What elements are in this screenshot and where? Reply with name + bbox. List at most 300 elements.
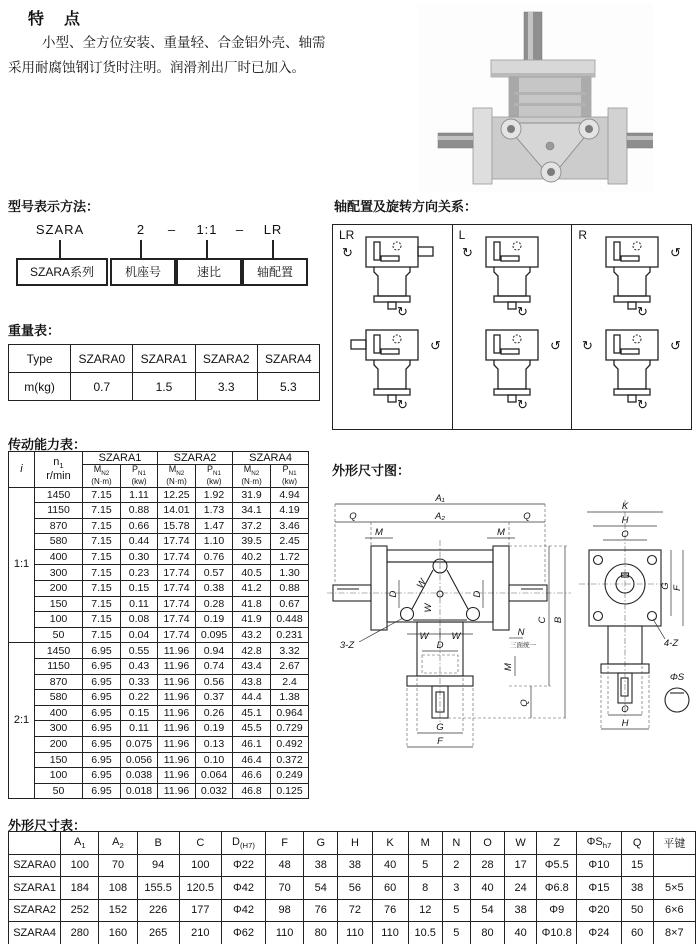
dims-header-cell: $D_{(H7)}$ [221, 832, 265, 855]
capacity-cell: 1.11 [121, 487, 158, 503]
capacity-cell: 17.74 [158, 627, 196, 643]
capacity-header-i: i [9, 452, 35, 488]
dims-cell: 5 [408, 854, 442, 877]
dims-cell: 210 [179, 922, 221, 944]
capacity-cell: 0.056 [121, 752, 158, 768]
capacity-header-n1 [35, 452, 83, 488]
connector-line [140, 240, 142, 258]
capacity-cell: 0.13 [196, 737, 233, 753]
capacity-row [9, 612, 309, 628]
model-box-axis: 轴配置 [242, 258, 308, 286]
capacity-cell: 11.96 [158, 643, 196, 659]
capacity-body [9, 487, 309, 799]
dims-cell: 160 [99, 922, 137, 944]
dims-cell: Φ20 [577, 899, 621, 922]
capacity-row [9, 690, 309, 706]
dims-cell: Φ24 [577, 922, 621, 944]
dims-header-row [9, 832, 696, 855]
dims-cell: 56 [338, 877, 372, 900]
capacity-cell: 7.15 [83, 503, 121, 519]
dim-label-b: B [553, 616, 564, 624]
capacity-cell: 0.075 [121, 737, 158, 753]
capacity-cell: 7.15 [83, 627, 121, 643]
capacity-cell: 6.95 [83, 643, 121, 659]
model-series-code: SZARA [35, 222, 85, 237]
capacity-group-szara4: SZARA4 [233, 452, 309, 465]
svg-text:↺: ↺ [669, 338, 681, 353]
drawing-note: 三面统一 [510, 642, 536, 649]
capacity-cell: 1.47 [196, 518, 233, 534]
dims-cell: 15 [621, 854, 653, 877]
capacity-cell: 0.448 [271, 612, 309, 628]
dims-header-cell: H [338, 832, 372, 855]
dims-row [9, 899, 696, 922]
svg-text:↻: ↻ [462, 245, 473, 260]
dims-row-label: SZARA0 [9, 854, 61, 877]
dims-cell: 50 [621, 899, 653, 922]
weight-row-label: m(kg) [9, 373, 71, 401]
dims-title: 外形尺寸表： [8, 818, 87, 833]
capacity-cell: 4.19 [271, 503, 309, 519]
capacity-cell: 0.67 [271, 596, 309, 612]
capacity-cell: 43.2 [233, 627, 271, 643]
dim-label-q: Q [523, 511, 531, 522]
capacity-cell: 6.95 [83, 752, 121, 768]
dim-label-c: C [537, 616, 548, 624]
capacity-cell: 6.95 [83, 690, 121, 706]
dims-row [9, 854, 696, 877]
capacity-cell: 0.08 [121, 612, 158, 628]
dims-cell: 38 [304, 854, 338, 877]
connector-line [206, 240, 208, 258]
capacity-group-szara1: SZARA1 [83, 452, 158, 465]
dims-cell: Φ15 [577, 877, 621, 900]
model-axis-code: LR [263, 222, 283, 237]
dims-row [9, 922, 696, 944]
capacity-cell: 300 [35, 565, 83, 581]
weight-value: 3.3 [195, 373, 257, 401]
capacity-cell: 6.95 [83, 705, 121, 721]
capacity-cell: 0.76 [196, 549, 233, 565]
dims-header-cell: F [266, 832, 304, 855]
capacity-row [9, 534, 309, 550]
dim-label-g: G [660, 582, 671, 590]
dim-label-n: N [517, 627, 525, 638]
capacity-cell: 0.038 [121, 768, 158, 784]
capacity-cell: 150 [35, 752, 83, 768]
dims-cell: 226 [137, 899, 179, 922]
dims-cell: 120.5 [179, 877, 221, 900]
capacity-cell: 580 [35, 534, 83, 550]
model-box-size: 机座号 [110, 258, 176, 286]
capacity-cell: 46.1 [233, 737, 271, 753]
dims-cell: 24 [505, 877, 537, 900]
capacity-row [9, 487, 309, 503]
capacity-cell: 17.74 [158, 565, 196, 581]
dims-cell: Φ42 [221, 899, 265, 922]
n1-base: n [53, 456, 60, 469]
dims-cell: 5 [442, 899, 470, 922]
capacity-cell: 0.57 [196, 565, 233, 581]
dim-label-d: D [472, 590, 483, 598]
capacity-row [9, 596, 309, 612]
capacity-cell: 0.23 [121, 565, 158, 581]
dims-cell: 3 [442, 877, 470, 900]
dims-cell: 94 [137, 854, 179, 877]
weight-title: 重量表： [8, 323, 61, 338]
gearbox-diagram-svg [580, 318, 684, 411]
dims-cell: 38 [621, 877, 653, 900]
capacity-cell: 11.96 [158, 783, 196, 799]
weight-header: SZARA2 [195, 345, 257, 373]
capacity-cell: 3.46 [271, 518, 309, 534]
dim-label-w: W [423, 603, 434, 613]
capacity-subheader-power: $P_{N1}$ (kw) [271, 465, 309, 488]
capacity-cell: 100 [35, 612, 83, 628]
dims-cell: 100 [61, 854, 99, 877]
svg-text:↻: ↻ [342, 245, 354, 260]
capacity-cell: 7.15 [83, 534, 121, 550]
dims-cell: 12 [408, 899, 442, 922]
model-box-ratio: 速比 [176, 258, 242, 286]
weight-header: SZARA0 [71, 345, 133, 373]
dims-header-cell: N [442, 832, 470, 855]
capacity-subheader-torque: $M_{N2}$ (N·m) [233, 465, 271, 488]
drawing-title: 外形尺寸图： [332, 463, 411, 478]
dims-cell: 5 [442, 922, 470, 944]
svg-text:↻: ↻ [517, 397, 528, 411]
dim-label-w: W [451, 631, 461, 642]
dims-cell: 17 [505, 854, 537, 877]
capacity-cell: 37.2 [233, 518, 271, 534]
weight-header: SZARA4 [257, 345, 319, 373]
capacity-cell: 6.95 [83, 737, 121, 753]
dim-label-o: O [621, 529, 629, 540]
capacity-subheader-power: $P_{N1}$ (kw) [196, 465, 233, 488]
dims-cell: Φ10 [577, 854, 621, 877]
capacity-cell: 0.19 [196, 612, 233, 628]
dims-header-cell: Z [537, 832, 577, 855]
axis-variant-label: L [458, 228, 466, 242]
dims-cell: 70 [266, 877, 304, 900]
capacity-row [9, 737, 309, 753]
dims-cell: 177 [179, 899, 221, 922]
dim-label-a2: A₂ [435, 511, 445, 522]
n1-sub: 1 [59, 461, 64, 471]
dims-cell: Φ42 [221, 877, 265, 900]
gearbox-diagram-svg [460, 225, 564, 318]
capacity-subheader-torque: $M_{N2}$ (N·m) [158, 465, 196, 488]
capacity-cell: 17.74 [158, 534, 196, 550]
capacity-row [9, 503, 309, 519]
capacity-row [9, 721, 309, 737]
dims-header-cell: C [179, 832, 221, 855]
weight-header: Type [9, 345, 71, 373]
capacity-cell: 0.38 [196, 581, 233, 597]
capacity-cell: 17.74 [158, 612, 196, 628]
dims-cell: 76 [304, 899, 338, 922]
svg-text:↻: ↻ [517, 304, 528, 318]
capacity-cell: 12.25 [158, 487, 196, 503]
dim-label-m: M [375, 527, 383, 538]
gearbox-diagram [340, 318, 444, 411]
capacity-cell: 100 [35, 768, 83, 784]
capacity-cell: 0.231 [271, 627, 309, 643]
capacity-cell: 11.96 [158, 705, 196, 721]
dim-label-m: M [503, 663, 514, 671]
capacity-cell: 15.78 [158, 518, 196, 534]
capacity-cell: 0.55 [121, 643, 158, 659]
capacity-cell: 2.45 [271, 534, 309, 550]
capacity-cell: 17.74 [158, 596, 196, 612]
capacity-cell: 46.8 [233, 783, 271, 799]
capacity-cell: 400 [35, 705, 83, 721]
capacity-group-szara2: SZARA2 [158, 452, 233, 465]
dims-cell: Φ22 [221, 854, 265, 877]
svg-text:↻: ↻ [636, 304, 648, 318]
capacity-cell: 0.88 [271, 581, 309, 597]
capacity-cell: 0.56 [196, 674, 233, 690]
capacity-cell: 4.94 [271, 487, 309, 503]
dims-header-cell: K [372, 832, 408, 855]
model-dash-1: – [167, 222, 177, 237]
capacity-cell: 46.4 [233, 752, 271, 768]
capacity-cell: 17.74 [158, 549, 196, 565]
dims-cell: 54 [304, 877, 338, 900]
dim-label-4z: 4-Z [663, 638, 679, 649]
capacity-cell: 11.96 [158, 752, 196, 768]
weight-value: 5.3 [257, 373, 319, 401]
capacity-cell: 0.964 [271, 705, 309, 721]
dim-label-k: K [621, 501, 629, 512]
model-dash-2: – [235, 222, 245, 237]
capacity-cell: 1.92 [196, 487, 233, 503]
dims-cell: 98 [266, 899, 304, 922]
side-view [579, 500, 689, 729]
capacity-cell: 11.96 [158, 768, 196, 784]
capacity-cell: 580 [35, 690, 83, 706]
dims-cell: 10.5 [408, 922, 442, 944]
dims-cell: 28 [470, 854, 504, 877]
weight-header: SZARA1 [133, 345, 195, 373]
capacity-cell: 0.33 [121, 674, 158, 690]
capacity-cell: 400 [35, 549, 83, 565]
dims-cell: 40 [372, 854, 408, 877]
capacity-cell: 0.11 [121, 721, 158, 737]
dims-header-cell [9, 832, 61, 855]
capacity-cell: 0.88 [121, 503, 158, 519]
axis-variant-label: LR [339, 228, 355, 242]
capacity-cell: 200 [35, 737, 83, 753]
capacity-cell: 2.67 [271, 659, 309, 675]
capacity-cell: 40.2 [233, 549, 271, 565]
capacity-cell: 6.95 [83, 783, 121, 799]
capacity-cell: 0.66 [121, 518, 158, 534]
capacity-row [9, 674, 309, 690]
dims-cell: 184 [61, 877, 99, 900]
dims-table [8, 831, 696, 944]
capacity-cell: 1.30 [271, 565, 309, 581]
capacity-row [9, 705, 309, 721]
capacity-cell: 41.8 [233, 596, 271, 612]
dims-cell: 76 [372, 899, 408, 922]
capacity-cell: 0.372 [271, 752, 309, 768]
capacity-cell: 0.492 [271, 737, 309, 753]
capacity-cell: 43.4 [233, 659, 271, 675]
capacity-cell: 0.15 [121, 581, 158, 597]
dims-header-cell: W [505, 832, 537, 855]
capacity-cell: 39.5 [233, 534, 271, 550]
capacity-row [9, 659, 309, 675]
dim-label-f: F [437, 736, 443, 747]
dim-label-w: W [414, 577, 429, 591]
connector-line [59, 240, 61, 258]
capacity-cell: 6.95 [83, 721, 121, 737]
capacity-cell: 0.22 [121, 690, 158, 706]
gearbox-diagram-svg [460, 318, 564, 411]
capacity-cell: 6.95 [83, 659, 121, 675]
capacity-cell: 0.729 [271, 721, 309, 737]
dims-header-cell: M [408, 832, 442, 855]
capacity-cell: 34.1 [233, 503, 271, 519]
dims-row-label: SZARA4 [9, 922, 61, 944]
dims-cell: 60 [621, 922, 653, 944]
svg-text:↻: ↻ [581, 338, 593, 353]
dim-label-q: Q [519, 699, 530, 707]
capacity-cell: 870 [35, 674, 83, 690]
capacity-row [9, 752, 309, 768]
axis-variant-l [453, 225, 573, 429]
capacity-cell: 14.01 [158, 503, 196, 519]
capacity-cell: 50 [35, 627, 83, 643]
dims-cell: Φ10.8 [537, 922, 577, 944]
dims-header-cell: $\Phi S_{h7}$ [577, 832, 621, 855]
dims-body [9, 832, 696, 944]
dims-cell: 8×7 [653, 922, 695, 944]
dim-label-d: D [388, 590, 399, 598]
dims-cell: 38 [338, 854, 372, 877]
axis-config-panel [332, 224, 692, 430]
dims-cell: 72 [338, 899, 372, 922]
weight-table [8, 344, 320, 401]
capacity-cell: 7.15 [83, 596, 121, 612]
front-view [327, 493, 571, 747]
capacity-cell: 0.26 [196, 705, 233, 721]
capacity-cell: 300 [35, 721, 83, 737]
gearbox-diagram [580, 225, 684, 318]
svg-text:↺: ↺ [550, 338, 561, 353]
gearbox-diagram-svg [580, 225, 684, 318]
capacity-cell: 44.4 [233, 690, 271, 706]
capacity-cell: 46.6 [233, 768, 271, 784]
capacity-cell: 0.43 [121, 659, 158, 675]
dims-cell: 5×5 [653, 877, 695, 900]
capacity-cell: 0.11 [121, 596, 158, 612]
dims-cell: Φ9 [537, 899, 577, 922]
gearbox-diagram-svg [340, 318, 444, 411]
capacity-cell: 7.15 [83, 518, 121, 534]
product-photo [418, 4, 653, 192]
dims-header-cell: $A_2$ [99, 832, 137, 855]
capacity-table [8, 451, 309, 799]
dims-row-label: SZARA2 [9, 899, 61, 922]
capacity-cell: 7.15 [83, 565, 121, 581]
capacity-cell: 1.38 [271, 690, 309, 706]
capacity-cell: 0.37 [196, 690, 233, 706]
capacity-cell: 11.96 [158, 674, 196, 690]
dims-header-cell: O [470, 832, 504, 855]
capacity-row [9, 518, 309, 534]
dim-label-h: H [621, 515, 629, 526]
dims-cell: 152 [99, 899, 137, 922]
capacity-subheader-torque: $M_{N2}$ (N·m) [83, 465, 121, 488]
n1-unit: r/min [46, 470, 71, 483]
capacity-cell: 11.96 [158, 737, 196, 753]
capacity-cell: 1150 [35, 659, 83, 675]
features-line1: 小型、全方位安装、重量轻、合金铝外壳、轴需 [42, 35, 326, 50]
dim-label-q: Q [349, 511, 357, 522]
capacity-cell: 0.15 [121, 705, 158, 721]
capacity-cell: 200 [35, 581, 83, 597]
dims-cell: 40 [505, 922, 537, 944]
dims-cell: Φ6.8 [537, 877, 577, 900]
capacity-cell: 17.74 [158, 581, 196, 597]
svg-text:↺: ↺ [430, 338, 442, 353]
gearbox-diagram-svg [340, 225, 444, 318]
model-size-code: 2 [136, 222, 146, 237]
capacity-cell: 43.8 [233, 674, 271, 690]
gearbox-diagram [460, 318, 564, 411]
capacity-cell: 1450 [35, 487, 83, 503]
dims-cell: 265 [137, 922, 179, 944]
weight-value: 0.7 [71, 373, 133, 401]
dims-cell: 280 [61, 922, 99, 944]
capacity-row [9, 627, 309, 643]
dim-label-h: H [621, 718, 629, 729]
capacity-subheader-power: $P_{N1}$ (kw) [121, 465, 158, 488]
dims-cell: Φ62 [221, 922, 265, 944]
dims-cell: 54 [470, 899, 504, 922]
model-ratio-code: 1:1 [196, 222, 218, 237]
svg-text:↺: ↺ [669, 245, 681, 260]
dims-cell: 2 [442, 854, 470, 877]
dims-cell: 60 [372, 877, 408, 900]
capacity-cell: 7.15 [83, 549, 121, 565]
capacity-cell: 0.125 [271, 783, 309, 799]
capacity-cell: 3.32 [271, 643, 309, 659]
capacity-cell: 0.04 [121, 627, 158, 643]
dims-cell: 38 [505, 899, 537, 922]
dim-label-3z: 3-Z [339, 640, 355, 651]
gearbox-diagram [580, 318, 684, 411]
dim-label-a1: A₁ [435, 493, 445, 504]
capacity-row [9, 549, 309, 565]
gearbox-diagram [340, 225, 444, 318]
dim-label-f: F [672, 585, 683, 591]
dims-cell: 110 [372, 922, 408, 944]
capacity-cell: 0.064 [196, 768, 233, 784]
capacity-cell: 6.95 [83, 674, 121, 690]
weight-header-row [9, 345, 320, 373]
features-line2: 采用耐腐蚀钢订货时注明。润滑剂出厂时已加入。 [8, 60, 305, 75]
gearbox-diagram [460, 225, 564, 318]
outline-drawing [325, 488, 697, 806]
capacity-ratio-cell: 1:1 [9, 487, 35, 643]
dims-cell: 100 [179, 854, 221, 877]
dims-cell: 252 [61, 899, 99, 922]
model-title: 型号表示方法： [8, 199, 100, 214]
dims-cell: 40 [470, 877, 504, 900]
